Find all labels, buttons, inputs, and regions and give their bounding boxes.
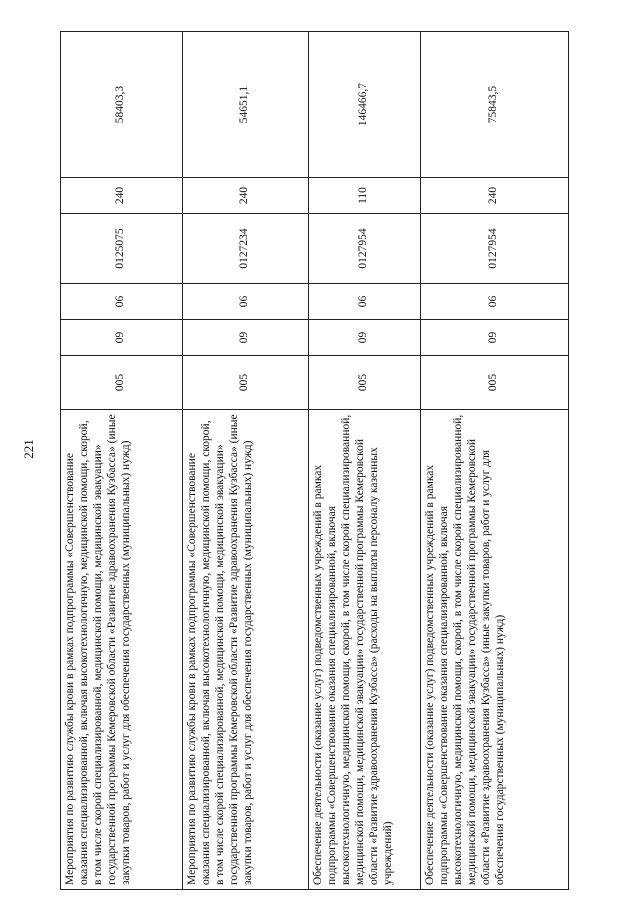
row-target-code: 0125075 bbox=[61, 214, 183, 284]
row-amount: 54651,1 bbox=[183, 32, 309, 178]
row-ministry-code: 005 bbox=[309, 356, 421, 410]
row-type-code: 110 bbox=[309, 178, 421, 214]
row-amount: 75843,5 bbox=[421, 32, 569, 178]
row-ministry-code: 005 bbox=[183, 356, 309, 410]
table-row bbox=[309, 32, 421, 890]
table-row bbox=[183, 32, 309, 890]
table-row bbox=[421, 32, 569, 890]
page-number-text: 221 bbox=[21, 439, 36, 459]
row-section-code: 09 bbox=[183, 320, 309, 356]
row-section-code: 09 bbox=[309, 320, 421, 356]
row-type-code: 240 bbox=[421, 178, 569, 214]
row-subsection-code: 06 bbox=[309, 284, 421, 320]
table-row bbox=[61, 32, 183, 890]
row-section-code: 09 bbox=[61, 320, 183, 356]
row-description: Мероприятия по развитию службы крови в рамках подпрограммы «Совершенствование оказания специализированной, включая высокотехнологичную, медицинской помощи, скорой, в том числе скорой специализированной, медицинской помощи, медицинской эвакуации» государственной программы Кемеровской области «Развитие здравоохранения Кузбасса» (иные закупки товаров, работ и услуг для обеспечения государственных (муниципальных) нужд) bbox=[61, 410, 183, 890]
budget-table-rotated bbox=[60, 32, 568, 890]
row-description: Обеспечение деятельности (оказание услуг) подведомственных учреждений в рамках подпрограммы «Совершенствование оказания специализированной, включая высокотехнологичную, медицинской помощи, скорой, в том числе скорой специализированной, медицинской помощи, медицинской эвакуации» государственной программы Кемеровской области «Развитие здравоохранения Кузбасса» (иные закупки товаров, работ и услуг для обеспечения государственных (муниципальных) нужд) bbox=[421, 410, 569, 890]
row-subsection-code: 06 bbox=[61, 284, 183, 320]
row-type-code: 240 bbox=[183, 178, 309, 214]
row-description: Обеспечение деятельности (оказание услуг) подведомственных учреждений в рамках подпрограммы «Совершенствование оказания специализированной, включая высокотехнологичную, медицинской помощи, скорой, в том числе скорой специализированной, медицинской помощи, медицинской эвакуации» государственной программы Кемеровской области «Развитие здравоохранения Кузбасса» (расходы на выплаты персоналу казенных учреждений) bbox=[309, 410, 421, 890]
row-amount: 58403,3 bbox=[61, 32, 183, 178]
row-amount: 146466,7 bbox=[309, 32, 421, 178]
row-type-code: 240 bbox=[61, 178, 183, 214]
row-section-code: 09 bbox=[421, 320, 569, 356]
row-ministry-code: 005 bbox=[421, 356, 569, 410]
row-description: Мероприятия по развитию службы крови в рамках подпрограммы «Совершенствование оказания специализированной, включая высокотехнологичную, медицинской помощи, скорой, в том числе скорой специализированной, медицинской помощи, медицинской эвакуации» государственной программы Кемеровской области «Развитие здравоохранения Кузбасса» (иные закупки товаров, работ и услуг для обеспечения государственных (муниципальных) нужд) bbox=[183, 410, 309, 890]
budget-table bbox=[60, 31, 569, 890]
row-ministry-code: 005 bbox=[61, 356, 183, 410]
row-target-code: 0127954 bbox=[309, 214, 421, 284]
row-target-code: 0127954 bbox=[421, 214, 569, 284]
page-number bbox=[20, 438, 44, 460]
row-target-code: 0127234 bbox=[183, 214, 309, 284]
row-subsection-code: 06 bbox=[421, 284, 569, 320]
row-subsection-code: 06 bbox=[183, 284, 309, 320]
